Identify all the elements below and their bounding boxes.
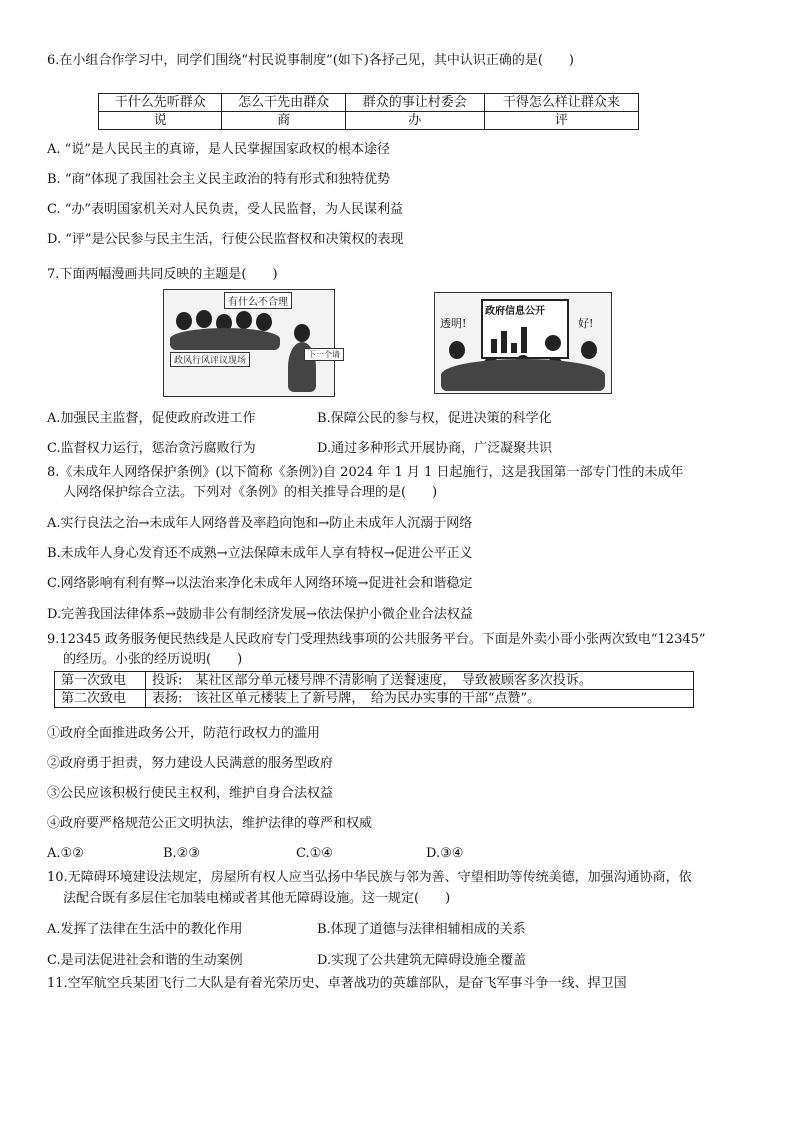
cartoon-info-disclosure [434,292,612,394]
bar-chart-icon [491,339,497,353]
q9-table-row [55,672,694,690]
q10-option-c: C.是司法促进社会和谐的生动案例 [47,953,243,968]
q7-option-a: A.加强民主监督，促使政府改进工作 [47,411,256,426]
q6-table-cell-row [99,112,639,130]
q7-option-c: C.监督权力运行，惩治贪污腐败行为 [47,441,256,456]
q9-row-label: 第二次致电 [55,690,146,708]
bar-chart-icon [501,331,507,353]
q9-statement-1: ①政府全面推进政务公开，防范行政权力的滥用 [47,726,321,741]
info-board-icon [481,299,569,359]
cartoon-sign-bottom: 政风行风评议现场 [170,352,250,367]
q9-statement-3: ③公民应该积极行使民主权利，维护自身合法权益 [47,786,334,801]
q10-option-b: B.体现了道德与法律相辅相成的关系 [317,922,526,937]
q9-stem-line2: 的经历。小张的经历说明( ) [63,652,243,667]
q6-table-cell: 商 [222,112,345,130]
q6-table [98,93,639,130]
q6-table-header: 怎么干先由群众 [222,94,345,112]
q6-table-header: 干什么先听群众 [99,94,222,112]
q7-option-b: B.保障公民的参与权，促进决策的科学化 [317,411,552,426]
q9-statement-4: ④政府要严格规范公正文明执法，维护法律的尊严和权威 [47,816,373,831]
q7-stem: 7.下面两幅漫画共同反映的主题是( ) [47,267,278,282]
q11-stem-line1: 11.空军航空兵某团飞行二大队是有着光荣历史、卓著战功的英雄部队，是奋飞军事斗争一线、捍卫国 [47,976,627,991]
q8-option-a: A.实行良法之治→未成年人网络普及率趋向饱和→防止未成年人沉溺于网络 [47,516,473,531]
q6-table-header-row [99,94,639,112]
official-figure-icon [294,324,310,342]
q9-option-b: B.②③ [163,846,200,861]
crowd-figure-icon [236,311,252,329]
q7-option-d: D.通过多种形式开展协商，广泛凝聚共识 [317,441,553,456]
q9-row-label: 第一次致电 [55,672,146,690]
q9-option-c: C.①④ [296,846,333,861]
crowd-figure-icon [256,313,272,331]
left-speech-bubble: 透明! [440,317,467,330]
bar-chart-icon [511,343,517,353]
q10-option-a: A.发挥了法律在生活中的教化作用 [47,922,243,937]
cartoon-evaluation [163,289,340,397]
cartoon-sign-side: 下一个请 [304,348,344,361]
q8-stem-line1: 8.《未成年人网络保护条例》(以下简称《条例》)自 2024 年 1 月 1 日起施行，这是我国第一部专门性的未成年 [47,465,684,480]
q9-table [54,671,694,708]
crowd-figure-icon [196,310,212,328]
q6-stem: 6.在小组合作学习中，同学们围绕“村民说事制度”(如下)各抒己见，其中认识正确的是( ) [47,53,574,68]
bar-chart-icon [521,327,527,353]
q6-option-a: A. “说”是人民民主的真谛，是人民掌握国家政权的根本途径 [47,142,390,157]
q6-table-cell: 说 [99,112,222,130]
q9-statement-2: ②政府勇于担责，努力建设人民满意的服务型政府 [47,756,334,771]
q8-option-b: B.未成年人身心发育还不成熟→立法保障未成年人享有特权→促进公平正义 [47,546,473,561]
q8-option-c: C.网络影响有利有弊→以法治来净化未成年人网络环境→促进社会和谐稳定 [47,576,473,591]
q9-stem-line1: 9.12345 政务服务便民热线是人民政府专门受理热线事项的公共服务平台。下面是外卖小哥小张两次致电“12345” [47,632,706,647]
q10-option-d: D.实现了公共建筑无障碍设施全覆盖 [317,953,527,968]
viewer-bodies-icon [441,359,605,391]
q10-stem-line1: 10.无障碍环境建设法规定，房屋所有权人应当弘扬中华民族与邻为善、守望相助等传统美德，加强沟通协商，依 [47,870,692,885]
q6-table-header: 群众的事让村委会 [345,94,484,112]
q8-option-d: D.完善我国法律体系→鼓励非公有制经济发展→依法保护小微企业合法权益 [47,607,473,622]
q6-option-c: C. “办”表明国家机关对人民负责，受人民监督，为人民谋利益 [47,202,404,217]
q10-stem-line2: 法配合既有多层住宅加装电梯或者其他无障碍设施。这一规定( ) [63,891,451,906]
cartoon-sign-top: 有什么不合理 [224,292,292,309]
q6-table-cell: 办 [345,112,484,130]
viewer-figure-icon [581,341,597,359]
q9-option-d: D.③④ [426,846,464,861]
q9-row-content: 表扬: 该社区单元楼装上了新号牌， 给为民办实事的干部“点赞”。 [146,690,694,708]
q9-option-a: A.①② [47,846,84,861]
info-board-title: 政府信息公开 [485,306,545,317]
viewer-figure-icon [449,341,465,359]
q6-table-header: 干得怎么样让群众来 [484,94,638,112]
q8-stem-line2: 人网络保护综合立法。下列对《条例》的相关推导合理的是( ) [63,485,438,500]
crowd-bodies-icon [170,328,280,350]
right-speech-bubble: 好! [578,317,594,330]
q6-option-d: D. “评”是公民参与民主生活，行使公民监督权和决策权的表现 [47,232,404,247]
q6-table-cell: 评 [484,112,638,130]
q9-table-row [55,690,694,708]
crowd-figure-icon [176,312,192,330]
q9-row-content: 投诉: 某社区部分单元楼号牌不清影响了送餐速度， 导致被顾客多次投诉。 [146,672,694,690]
pie-chart-icon [545,335,561,351]
q6-option-b: B. “商”体现了我国社会主义民主政治的特有形式和独特优势 [47,172,391,187]
